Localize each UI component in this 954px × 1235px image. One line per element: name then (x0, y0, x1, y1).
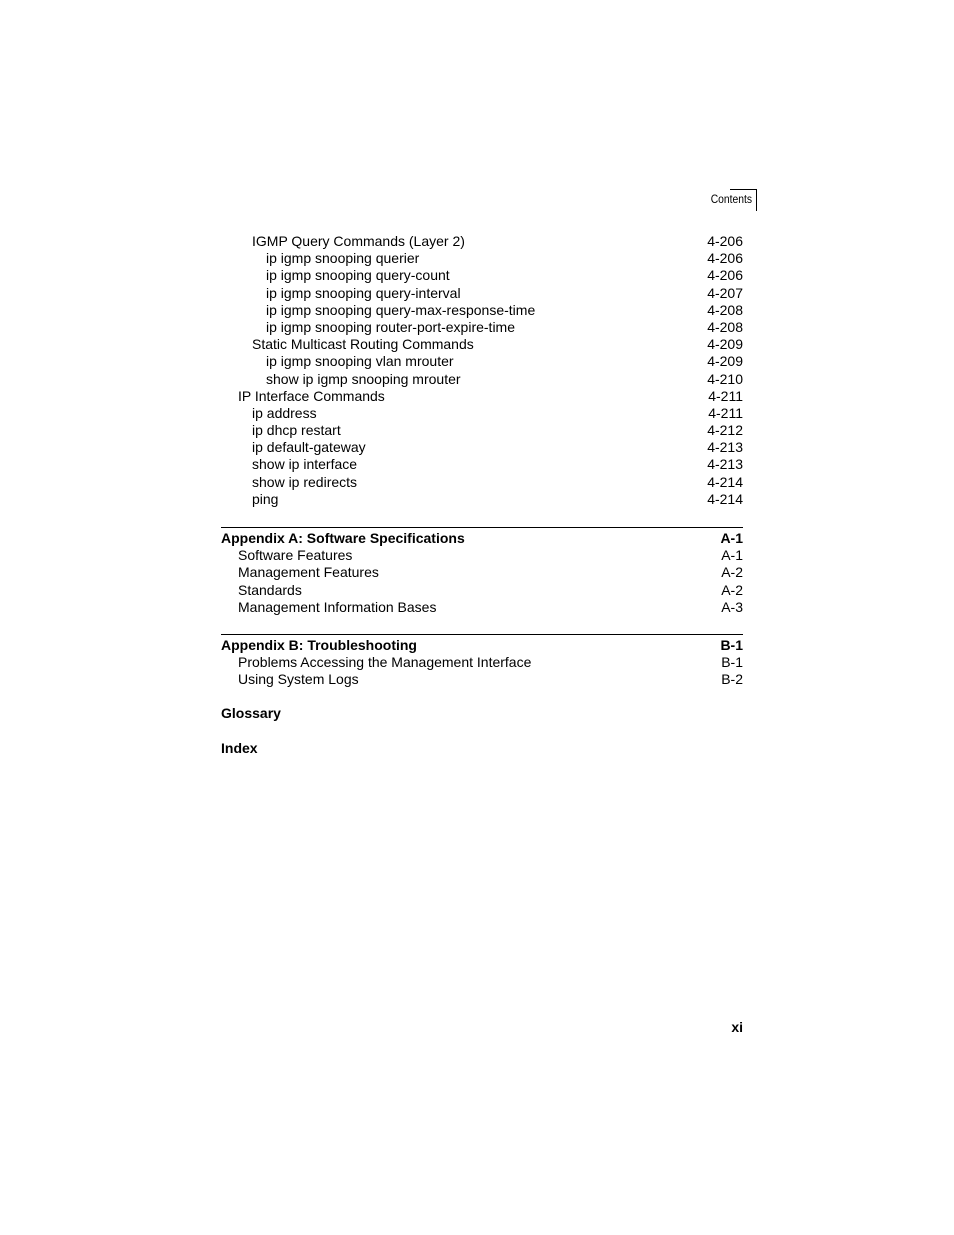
running-head (680, 189, 757, 211)
toc-entry[interactable] (221, 388, 743, 405)
toc-entry[interactable] (221, 671, 743, 688)
toc-entry-title: IP Interface Commands (238, 387, 385, 404)
toc-entry-page: 4-206 (707, 233, 743, 249)
toc-entry-title: IGMP Query Commands (Layer 2) (252, 233, 465, 249)
toc-entry-title: ip dhcp restart (252, 422, 341, 439)
toc-chapter-page: A-1 (720, 530, 743, 546)
toc-entry-title: Standards (238, 581, 302, 598)
toc-entry-title: show ip interface (252, 456, 358, 473)
toc-entry[interactable] (221, 422, 743, 439)
running-head-label: Contents (710, 192, 752, 206)
section-rule (221, 634, 743, 635)
toc-entry[interactable] (221, 547, 743, 564)
toc-entry-page: 4-207 (707, 284, 743, 301)
toc-entry-title: ip igmp snooping querier (266, 250, 420, 267)
toc-entry[interactable] (221, 285, 743, 302)
toc-entry[interactable] (221, 654, 743, 671)
toc-section-appendix-a (221, 527, 743, 616)
toc-entry-title: ip igmp snooping query-interval (266, 284, 461, 301)
running-head-top-rule (730, 189, 757, 190)
toc-index[interactable]: Index (221, 740, 258, 756)
toc-entry-title: ip igmp snooping vlan mrouter (266, 353, 454, 370)
toc-entry[interactable] (221, 474, 743, 491)
toc-entry[interactable] (221, 336, 743, 353)
toc-entry-title: Management Features (238, 564, 379, 581)
toc-entry-title: Using System Logs (238, 671, 359, 688)
toc-entry-title: show ip redirects (252, 473, 358, 490)
toc-entry-page: 4-211 (708, 404, 743, 421)
toc-entry[interactable] (221, 582, 743, 599)
toc-continued-list (221, 233, 743, 508)
section-rule (221, 527, 743, 528)
toc-entry[interactable] (221, 353, 743, 370)
toc-entry-page: B-1 (721, 654, 743, 671)
toc-entry-page: 4-210 (707, 370, 743, 387)
toc-chapter-title: Appendix B: Troubleshooting (221, 637, 417, 653)
toc-entry-page: 4-213 (707, 439, 743, 456)
toc-entry-title: Management Information Bases (238, 598, 437, 615)
toc-entry[interactable] (221, 439, 743, 456)
toc-entry-page: 4-213 (707, 456, 743, 473)
toc-entry-page: 4-211 (708, 387, 743, 404)
toc-entry-page: 4-212 (707, 422, 743, 439)
page-number: xi (731, 1019, 743, 1035)
toc-glossary[interactable]: Glossary (221, 705, 281, 721)
toc-entry[interactable] (221, 599, 743, 616)
toc-entry-title: ip address (252, 404, 317, 421)
toc-chapter-appendix-b[interactable] (221, 637, 743, 654)
toc-entry[interactable] (221, 564, 743, 581)
toc-entry-title: ip default-gateway (252, 439, 366, 456)
toc-entry[interactable] (221, 371, 743, 388)
toc-entry-title: ping (252, 490, 279, 507)
toc-entry-page: A-3 (721, 598, 743, 615)
toc-entry-title: Problems Accessing the Management Interface (238, 654, 532, 671)
toc-entry[interactable] (221, 491, 743, 508)
toc-entry[interactable] (221, 250, 743, 267)
toc-entry[interactable] (221, 405, 743, 422)
toc-entry-page: A-2 (721, 581, 743, 598)
toc-entry-title: Static Multicast Routing Commands (252, 336, 474, 353)
toc-entry[interactable] (221, 233, 743, 250)
toc-entry-page: 4-209 (707, 336, 743, 353)
toc-entry-title: ip igmp snooping query-max-response-time (266, 301, 536, 318)
toc-chapter-appendix-a[interactable] (221, 530, 743, 547)
toc-entry-page: 4-209 (707, 353, 743, 370)
toc-entry-title: ip igmp snooping query-count (266, 267, 450, 284)
running-head-side-rule (756, 189, 757, 211)
toc-chapter-title: Appendix A: Software Specifications (221, 530, 465, 546)
toc-entry-page: 4-208 (707, 318, 743, 335)
toc-entry-page: A-1 (721, 547, 743, 564)
toc-entry-title: Software Features (238, 547, 353, 564)
toc-chapter-page: B-1 (720, 637, 743, 653)
toc-entry[interactable] (221, 267, 743, 284)
toc-entry-title: ip igmp snooping router-port-expire-time (266, 318, 515, 335)
toc-entry-page: 4-208 (707, 301, 743, 318)
toc-entry[interactable] (221, 302, 743, 319)
toc-entry[interactable] (221, 319, 743, 336)
toc-entry[interactable] (221, 456, 743, 473)
toc-entry-page: 4-206 (707, 250, 743, 267)
toc-entry-page: 4-214 (707, 490, 743, 507)
toc-entry-page: 4-206 (707, 267, 743, 284)
toc-entry-page: 4-214 (707, 473, 743, 490)
toc-entry-page: A-2 (721, 564, 743, 581)
toc-section-appendix-b (221, 634, 743, 689)
toc-entry-title: show ip igmp snooping mrouter (266, 370, 461, 387)
toc-entry-page: B-2 (721, 671, 743, 688)
